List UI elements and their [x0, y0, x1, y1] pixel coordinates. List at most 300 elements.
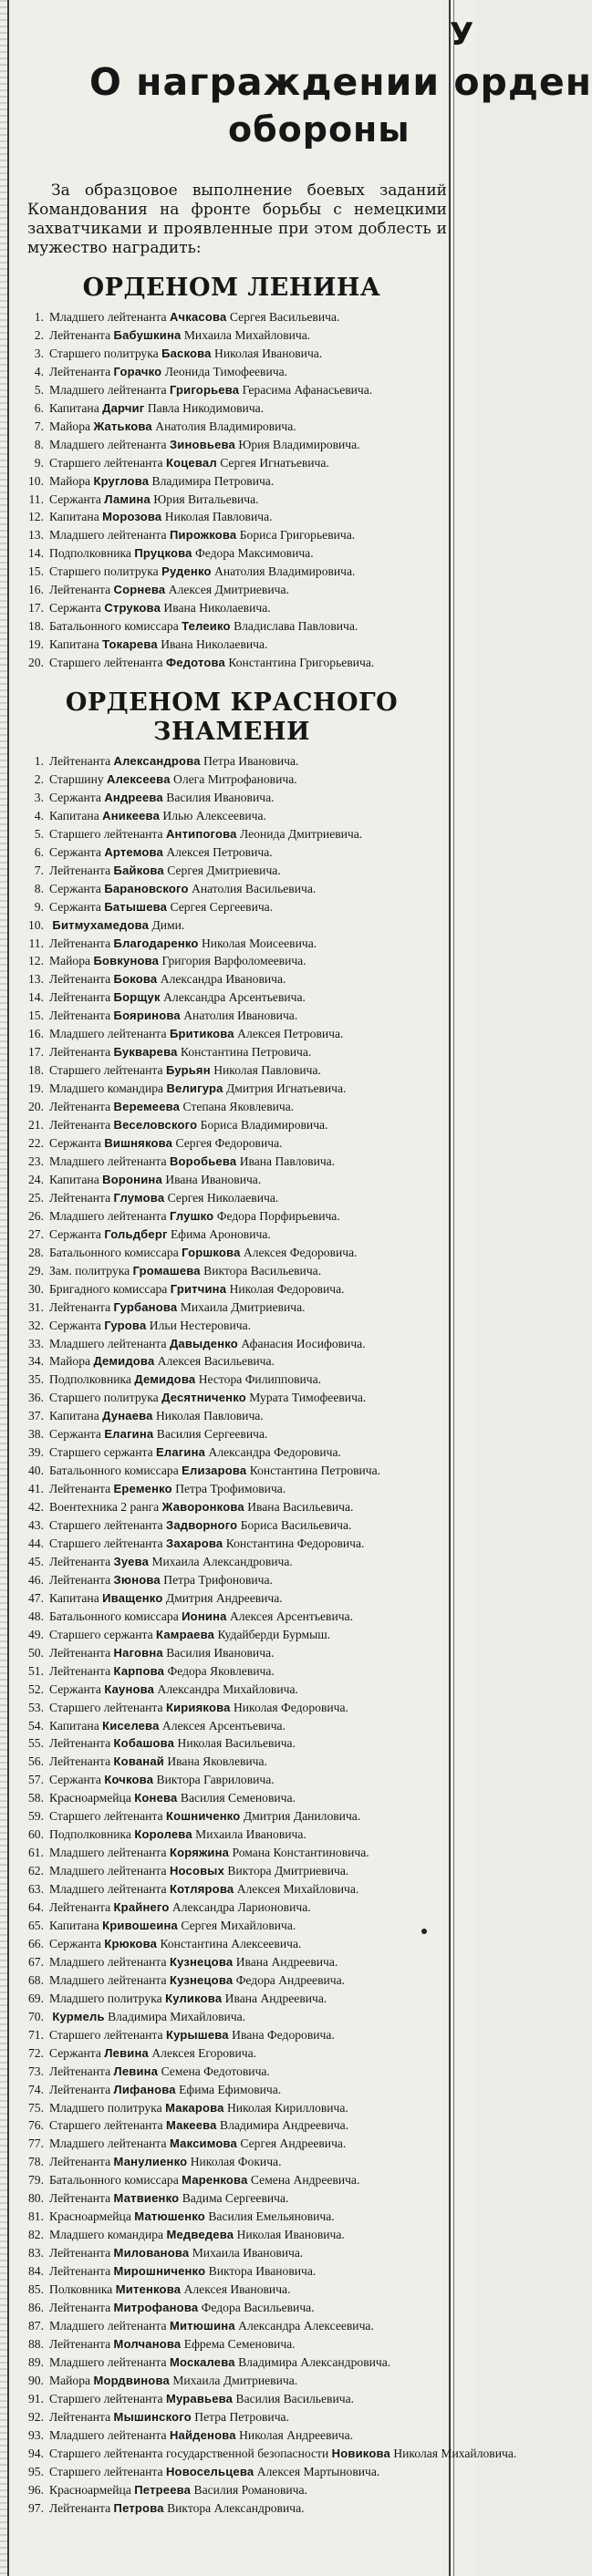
entry-number: 41. [28, 1482, 44, 1496]
award-entry [16, 1589, 447, 1608]
entry-surname: Ламина [104, 491, 151, 506]
entry-rank: Батальонного комиссара [49, 2173, 179, 2188]
entry-number: 4. [34, 364, 44, 378]
entry-surname: Зюнова [113, 1572, 161, 1587]
entry-name: Дмитрия Андреевича. [165, 1590, 283, 1605]
entry-rank: Сержанта [49, 1936, 101, 1950]
entry-surname: Давыденко [169, 1336, 238, 1350]
entry-number: 17. [28, 601, 44, 616]
entry-number: 46. [28, 1572, 44, 1587]
award-entry [16, 1462, 447, 1480]
entry-rank: Батальонного комиссара [49, 1464, 179, 1478]
award-entry [16, 2445, 517, 2463]
entry-surname: Макарова [165, 2100, 224, 2115]
entry-name: Михаила Михайловича. [183, 327, 311, 342]
award-entry [16, 1298, 447, 1317]
entry-number: 60. [28, 1827, 44, 1842]
entry-name: Владимира Александровича. [238, 2354, 391, 2369]
award-entry [16, 935, 447, 953]
award-entry [16, 1644, 447, 1662]
entry-number: 34. [28, 1354, 44, 1369]
award-entry [16, 472, 447, 491]
entry-rank: Майора [49, 954, 91, 968]
entry-rank: Сержанта [49, 491, 101, 506]
award-entry [16, 1171, 447, 1189]
entry-surname: Маренкова [182, 2173, 248, 2188]
entry-name: Бориса Григорьевича. [239, 528, 356, 543]
award-entry [16, 1043, 447, 1061]
entry-name: Алексея Дмитриевича. [168, 583, 289, 597]
entry-number: 3. [34, 790, 44, 804]
award-entry [16, 1116, 447, 1134]
entry-rank: Подполковника [49, 546, 131, 561]
entry-surname: Камраева [156, 1627, 215, 1641]
award-entry [16, 2099, 447, 2117]
award-entry [16, 1425, 447, 1443]
entry-number: 55. [28, 1736, 44, 1751]
headline-line-1: О награждении орден [89, 60, 592, 104]
entry-number: 42. [28, 1500, 44, 1515]
entry-name: Бориса Васильевича. [240, 1518, 352, 1533]
award-entry [16, 789, 447, 807]
entry-rank: Капитана [49, 1718, 99, 1733]
article-header [16, 0, 592, 210]
entry-rank: Младшего политрука [49, 1991, 162, 2005]
award-entry [16, 1389, 447, 1407]
entry-rank: Старшего политрука [49, 346, 159, 360]
entry-rank: Младшего лейтенанта [49, 382, 167, 397]
entry-name: Алексея Арсентьевича. [229, 1609, 354, 1623]
entry-rank: Лейтенанта [49, 1645, 111, 1660]
award-entry [16, 807, 447, 825]
entry-rank: Лейтенанта [49, 1754, 111, 1769]
entry-name: Петра Трофимовича. [175, 1482, 286, 1496]
entry-number: 3. [34, 346, 44, 360]
entry-name: Павла Никодимовича. [147, 400, 265, 415]
award-entry [16, 1535, 447, 1553]
entry-rank: Лейтенанта [49, 2082, 111, 2096]
entry-rank: Лейтенанта [49, 1663, 111, 1678]
entry-surname: Милованова [113, 2246, 190, 2260]
entry-surname: Ионина [182, 1609, 227, 1623]
entry-number: 90. [28, 2373, 44, 2387]
entry-surname: Струкова [104, 601, 161, 616]
entry-rank: Лейтенанта [49, 1045, 111, 1060]
entry-name: Семена Андреевича. [250, 2173, 360, 2188]
entry-number: 80. [28, 2191, 44, 2206]
entry-rank: Старшину [49, 771, 104, 786]
entry-surname: Кошниченко [165, 1809, 241, 1824]
entry-number: 22. [28, 1136, 44, 1151]
entry-number: 7. [34, 419, 44, 433]
entry-number: 44. [28, 1536, 44, 1550]
entry-number: 67. [28, 1954, 44, 1969]
entry-rank: Лейтенанта [49, 1299, 111, 1314]
entry-surname: Токарева [102, 637, 158, 652]
entry-number: 10. [28, 473, 44, 488]
entry-name: Николая Федоровича. [233, 1700, 348, 1714]
entry-number: 11. [28, 491, 44, 506]
entry-name: Александра Ларионовича. [171, 1900, 311, 1915]
entry-number: 39. [28, 1445, 44, 1460]
entry-number: 75. [28, 2100, 44, 2115]
entry-number: 43. [28, 1518, 44, 1533]
entry-name: Ильи Нестеровича. [149, 1318, 252, 1332]
entry-name: Илью Алексеевича. [162, 808, 266, 822]
entry-rank: Старшего лейтенанта [49, 2027, 163, 2042]
entry-name: Алексея Петровича. [166, 844, 273, 859]
entry-name: Анатолия Ивановича. [183, 1009, 298, 1023]
entry-number: 61. [28, 1846, 44, 1860]
entry-name: Леонида Тимофеевича. [164, 364, 288, 378]
entry-name: Семена Федотовича. [161, 2064, 270, 2078]
entry-number: 30. [28, 1281, 44, 1296]
entry-name: Николая Ивановича. [214, 346, 323, 360]
entry-surname: Воробьева [169, 1154, 237, 1168]
entry-number: 95. [28, 2464, 44, 2478]
entry-surname: Воронина [102, 1172, 162, 1186]
entry-name: Ивана Яковлевича. [167, 1754, 267, 1769]
entry-number: 19. [28, 1081, 44, 1096]
award-entry [16, 1371, 447, 1389]
entry-name: Ивана Николаевича. [163, 601, 271, 616]
entry-surname: Зиновьева [169, 437, 235, 451]
entry-surname: Левина [113, 2064, 159, 2078]
entry-name: Василия Романовича. [193, 2482, 307, 2497]
order-of-lenin-list [16, 308, 447, 672]
print-speck [421, 1929, 427, 1934]
award-entry [16, 1898, 447, 1917]
entry-number: 25. [28, 1190, 44, 1205]
entry-number: 16. [28, 583, 44, 597]
entry-rank: Сержанта [49, 844, 101, 859]
entry-rank: Лейтенанта [49, 1118, 111, 1133]
award-entry [16, 526, 447, 544]
entry-number: 48. [28, 1609, 44, 1623]
entry-name: Афанасия Иосифовича. [241, 1336, 366, 1350]
award-entry [16, 880, 447, 898]
entry-surname: Телеико [182, 619, 231, 634]
entry-number: 69. [28, 1991, 44, 2005]
entry-number: 18. [28, 1063, 44, 1078]
entry-name: Виктора Ивановича. [208, 2264, 317, 2279]
award-entry [16, 1789, 447, 1807]
entry-rank: Лейтенанта [49, 364, 111, 378]
entry-rank: Полковника [49, 2282, 113, 2297]
entry-surname: Бритикова [169, 1027, 234, 1041]
entry-name: Сергея Николаевича. [167, 1190, 279, 1205]
entry-name: Бориса Владимировича. [200, 1118, 328, 1133]
entry-number: 2. [34, 771, 44, 786]
entry-surname: Елагина [104, 1427, 154, 1442]
entry-name: Петра Петровича. [194, 2409, 289, 2424]
entry-surname: Кузнецова [169, 1972, 234, 1987]
entry-surname: Демидова [93, 1354, 155, 1369]
entry-rank: Воентехника 2 ранга [49, 1500, 160, 1515]
entry-name: Анатолия Владимировича. [155, 419, 296, 433]
award-entry [16, 563, 447, 581]
entry-rank: Лейтенанта [49, 583, 111, 597]
entry-rank: Младшего лейтенанта [49, 310, 167, 324]
entry-name: Ивана Андреевича. [235, 1954, 338, 1969]
entry-surname: Митюшина [169, 2318, 235, 2333]
entry-number: 14. [28, 990, 44, 1005]
entry-rank: Батальонного комиссара [49, 1245, 179, 1259]
entry-surname: Благодаренко [113, 936, 199, 950]
entry-rank: Младшего лейтенанта [49, 1154, 167, 1168]
entry-number: 78. [28, 2155, 44, 2169]
entry-rank: Сержанта [49, 601, 101, 616]
entry-rank: Младшего лейтенанта [49, 1954, 167, 1969]
entry-surname: Лифанова [113, 2082, 176, 2096]
entry-name: Юрия Витальевича. [153, 491, 259, 506]
entry-rank: Сержанта [49, 899, 101, 914]
entry-surname: Алексеева [107, 771, 171, 786]
award-entry [16, 1498, 447, 1516]
award-entry [16, 1826, 447, 1844]
award-entry [16, 1262, 447, 1280]
entry-name: Алексея Егоровича. [151, 2045, 257, 2060]
entry-surname: Руденко [161, 564, 212, 579]
entry-number: 9. [34, 455, 44, 470]
award-entry [16, 2244, 447, 2262]
entry-number: 86. [28, 2301, 44, 2315]
entry-name: Сергея Федоровича. [175, 1136, 283, 1151]
entry-rank: Лейтенанта [49, 1482, 111, 1496]
award-entry [16, 843, 447, 862]
entry-number: 9. [34, 899, 44, 914]
entry-surname: Горачко [113, 364, 162, 378]
award-entry [16, 2408, 447, 2426]
entry-name: Константина Петровича. [249, 1464, 381, 1478]
entry-rank: Старшего политрука [49, 564, 159, 579]
entry-surname: Котлярова [169, 1882, 234, 1897]
entry-name: Николая Васильевича. [177, 1736, 296, 1751]
entry-rank: Старшего лейтенанта [49, 1063, 163, 1078]
entry-name: Ефима Ароновича. [170, 1226, 271, 1241]
entry-name: Ивана Павловича. [239, 1154, 336, 1168]
entry-number: 15. [28, 1009, 44, 1023]
award-entry [16, 2463, 447, 2481]
entry-surname: Гритчина [170, 1281, 227, 1296]
entry-name: Василия Ивановича. [166, 790, 275, 804]
award-entry [16, 1717, 447, 1735]
entry-surname: Баскова [161, 346, 212, 360]
entry-number: 64. [28, 1900, 44, 1915]
entry-surname: Митенкова [115, 2282, 182, 2297]
award-entry [16, 636, 447, 654]
entry-surname: Крайнего [113, 1900, 170, 1915]
entry-surname: Кованай [113, 1754, 164, 1769]
award-entry [16, 825, 447, 843]
entry-rank: Капитана [49, 1919, 99, 1932]
entry-surname: Митрофанова [113, 2301, 199, 2315]
award-entry [16, 2335, 447, 2354]
award-entry [16, 1098, 447, 1116]
entry-rank: Лейтенанта [49, 2155, 111, 2169]
entry-number: 11. [28, 936, 44, 950]
entry-rank: Красноармейца [49, 2482, 131, 2497]
entry-rank: Лейтенанта [49, 1190, 111, 1205]
entry-name: Владимира Андреевича. [220, 2118, 349, 2133]
award-entry [16, 2390, 447, 2408]
entry-name: Олега Митрофановича. [173, 771, 297, 786]
entry-number: 28. [28, 1245, 44, 1259]
entry-rank: Младшего командира [49, 2228, 164, 2242]
entry-number: 74. [28, 2082, 44, 2096]
award-entry [16, 2116, 447, 2135]
entry-surname: Петрова [113, 2500, 164, 2515]
entry-name: Ивана Федоровича. [232, 2027, 335, 2042]
entry-surname: Веселовского [113, 1118, 198, 1133]
entry-name: Алексея Арсентьевича. [161, 1718, 286, 1733]
entry-number: 50. [28, 1645, 44, 1660]
entry-rank: Сержанта [49, 2045, 101, 2060]
entry-number: 15. [28, 564, 44, 579]
entry-rank: Лейтенанта [49, 1009, 111, 1023]
entry-surname: Москалева [169, 2354, 235, 2369]
entry-name: Федора Яковлевича. [167, 1663, 275, 1678]
entry-name: Мурата Тимофеевича. [249, 1391, 367, 1405]
entry-name: Юрия Владимировича. [238, 437, 360, 451]
entry-number: 82. [28, 2228, 44, 2242]
entry-name: Анатолия Владимировича. [214, 564, 356, 579]
entry-rank: Подполковника [49, 1372, 131, 1387]
entry-rank: Лейтенанта [49, 2500, 111, 2515]
entry-rank: Сержанта [49, 1681, 101, 1696]
entry-surname: Вишнякова [104, 1136, 173, 1151]
entry-surname: Макеева [165, 2118, 217, 2133]
entry-surname: Десятниченко [161, 1391, 246, 1405]
entry-surname: Громашева [132, 1263, 201, 1278]
order-of-red-banner-section [16, 688, 517, 2517]
entry-name: Константина Федоровича. [225, 1536, 365, 1550]
entry-name: Герасима Афанасьевича. [242, 382, 373, 397]
entry-name: Сергея Дмитриевича. [167, 863, 281, 877]
award-entry [16, 970, 447, 988]
truncated-headline-top: У [450, 16, 475, 53]
entry-name: Дмитрия Игнатьевича. [225, 1081, 347, 1096]
entry-surname: Максимова [169, 2136, 237, 2151]
award-entry [16, 1153, 447, 1171]
entry-number: 73. [28, 2064, 44, 2078]
entry-surname: Курмель [52, 2009, 105, 2023]
entry-rank: Лейтенанта [49, 2264, 111, 2279]
entry-number: 77. [28, 2136, 44, 2151]
entry-name: Михаила Александровича. [151, 1554, 293, 1568]
entry-surname: Мышинского [113, 2409, 192, 2424]
entry-name: Константина Петровича. [180, 1045, 312, 1060]
entry-rank: Майора [49, 2373, 91, 2387]
entry-name: Николая Павловича. [164, 510, 273, 524]
award-entry [16, 1626, 447, 1644]
award-entry [16, 2135, 447, 2153]
entry-surname: Бовкунова [93, 954, 160, 968]
entry-number: 68. [28, 1972, 44, 1987]
entry-number: 62. [28, 1864, 44, 1878]
entry-surname: Захарова [165, 1536, 223, 1550]
entry-name: Григория Варфоломеевича. [161, 954, 306, 968]
entry-name: Федора Максимовича. [195, 546, 314, 561]
entry-number: 21. [28, 1118, 44, 1133]
award-entry [16, 1007, 447, 1025]
entry-surname: Крюкова [104, 1936, 158, 1950]
entry-name: Александра Михайловича. [157, 1681, 298, 1696]
entry-name: Петра Трифоновича. [163, 1572, 273, 1587]
entry-number: 59. [28, 1809, 44, 1824]
right-column-rule-thin [453, 0, 454, 2576]
award-entry [16, 1061, 447, 1080]
entry-number: 71. [28, 2027, 44, 2042]
entry-rank: Младшего лейтенанта [49, 1864, 167, 1878]
entry-rank: Младшего политрука [49, 2100, 162, 2115]
entry-rank: Лейтенанта [49, 1572, 111, 1587]
entry-name: Александра Ивановича. [160, 972, 286, 987]
entry-surname: Федотова [165, 656, 225, 670]
entry-surname: Жатькова [93, 419, 152, 433]
left-column-rule [7, 0, 9, 2576]
entry-number: 57. [28, 1773, 44, 1787]
entry-number: 81. [28, 2209, 44, 2224]
entry-number: 20. [28, 656, 44, 670]
entry-name: Федора Порфирьевича. [216, 1208, 340, 1223]
entry-surname: Аникеева [102, 808, 161, 822]
entry-surname: Новикова [331, 2446, 390, 2460]
entry-name: Ивана Ивановича. [165, 1172, 262, 1186]
margin-shading [0, 0, 7, 2576]
entry-number: 14. [28, 546, 44, 561]
entry-name: Сергея Игнатьевича. [220, 455, 329, 470]
entry-number: 87. [28, 2318, 44, 2333]
entry-name: Виктора Васильевича. [203, 1263, 322, 1278]
entry-name: Василия Емельяновича. [208, 2209, 335, 2224]
entry-surname: Королева [134, 1827, 192, 1842]
order-of-red-banner-list [16, 752, 517, 2517]
entry-rank: Капитана [49, 400, 99, 415]
entry-rank: Лейтенанта [49, 2336, 111, 2351]
entry-name: Михаила Ивановича. [192, 2246, 304, 2260]
entry-name: Виктора Александровича. [167, 2500, 305, 2515]
entry-rank: Капитана [49, 1172, 99, 1186]
entry-rank: Сержанта [49, 1427, 101, 1442]
entry-rank: Зам. политрука [49, 1263, 130, 1278]
entry-name: Василия Сергеевича. [156, 1427, 268, 1442]
entry-number: 49. [28, 1627, 44, 1641]
entry-surname: Елагина [156, 1445, 206, 1460]
entry-number: 40. [28, 1464, 44, 1478]
entry-rank: Старшего лейтенанта [49, 1536, 163, 1550]
entry-rank: Лейтенанта [49, 990, 111, 1005]
entry-surname: Кочкова [104, 1773, 154, 1787]
award-entry [16, 418, 447, 436]
entry-number: 65. [28, 1919, 44, 1932]
award-entry [16, 1771, 447, 1789]
award-entry [16, 2481, 447, 2499]
award-entry [16, 1734, 447, 1753]
entry-rank: Старшего лейтенанта [49, 2391, 163, 2405]
entry-rank: Лейтенанта [49, 1900, 111, 1915]
entry-rank: Старшего лейтенанта [49, 826, 163, 841]
award-entry [16, 1935, 447, 1953]
award-entry [16, 2426, 447, 2445]
entry-name: Леонида Дмитриевича. [240, 826, 363, 841]
award-entry [16, 771, 447, 789]
entry-name: Николая Фокича. [190, 2155, 282, 2169]
entry-surname: Мирошниченко [113, 2264, 206, 2279]
entry-rank: Старшего сержанта [49, 1445, 153, 1460]
award-entry [16, 1807, 447, 1826]
entry-surname: Антипогова [165, 826, 237, 841]
